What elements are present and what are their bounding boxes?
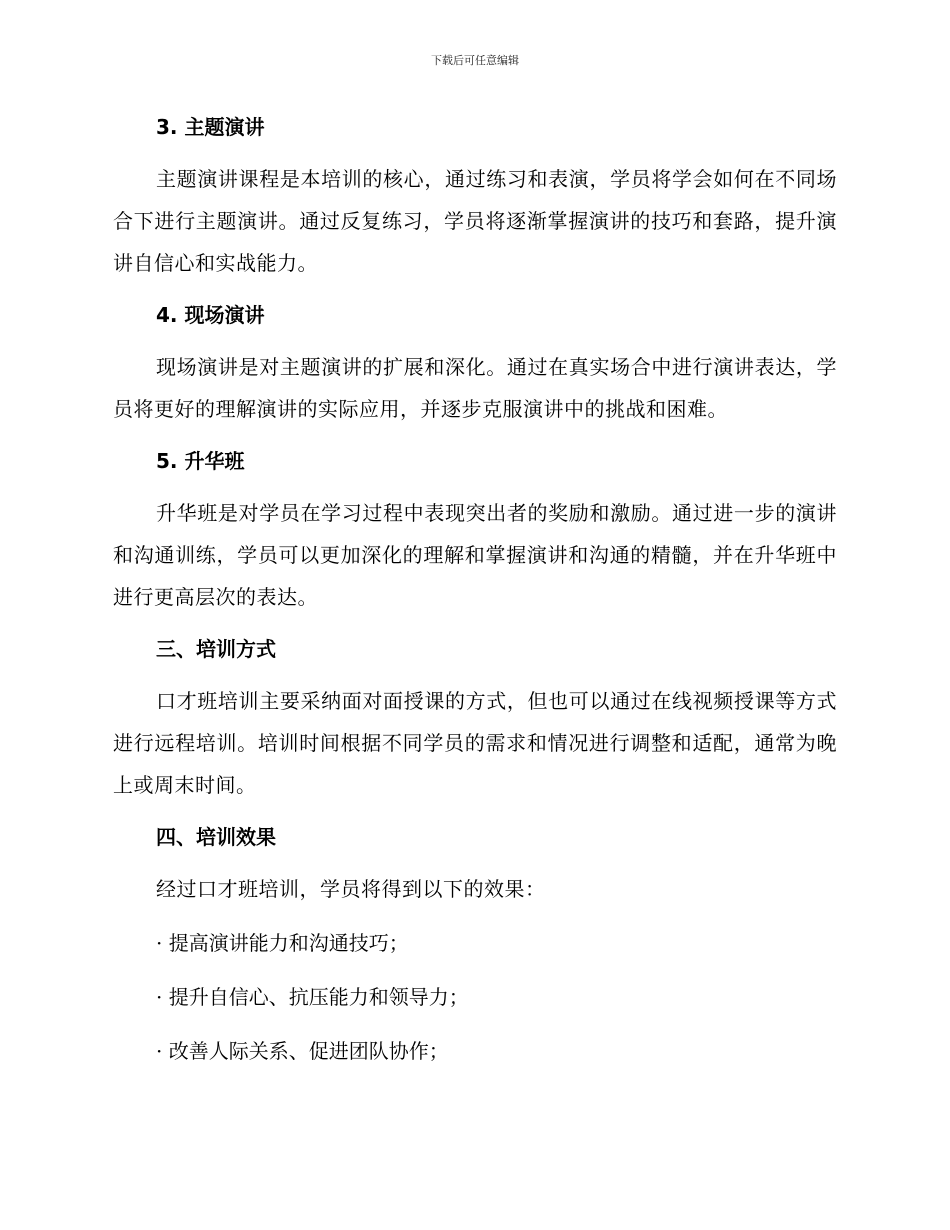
list-item: · 改善人际关系、促进团队协作； [156, 1039, 449, 1063]
section-body-live-speech: 现场演讲是对主题演讲的扩展和深化。通过在真实场合中进行演讲表达，学员将更好的理解演讲的实际应用，并逐步克服演讲中的挑战和困难。 [113, 355, 837, 421]
section-heading-training-effect: 四、培训效果 [156, 825, 276, 849]
list-item: · 提升自信心、抗压能力和领导力； [156, 985, 469, 1009]
section-heading-live-speech: 4. 现场演讲 [156, 303, 265, 327]
section-heading-training-method: 三、培训方式 [156, 637, 276, 661]
list-item: · 提高演讲能力和沟通技巧； [156, 931, 409, 955]
section-body-advanced-class: 升华班是对学员在学习过程中表现突出者的奖励和激励。通过进一步的演讲和沟通训练，学员可以更加深化的理解和掌握演讲和沟通的精髓，并在升华班中进行更高层次的表达。 [113, 501, 837, 609]
section-body-training-method: 口才班培训主要采纳面对面授课的方式，但也可以通过在线视频授课等方式进行远程培训。培训时间根据不同学员的需求和情况进行调整和适配，通常为晚上或周末时间。 [113, 689, 837, 797]
section-heading-keynote: 3. 主题演讲 [156, 115, 265, 139]
section-intro-training-effect: 经过口才班培训，学员将得到以下的效果： [156, 877, 546, 901]
document-body [113, 110, 837, 1072]
section-heading-advanced-class: 5. 升华班 [156, 449, 245, 473]
section-body-keynote: 主题演讲课程是本培训的核心，通过练习和表演，学员将学会如何在不同场合下进行主题演讲。通过反复练习，学员将逐渐掌握演讲的技巧和套路，提升演讲自信心和实战能力。 [113, 167, 837, 275]
page-header: 下载后可任意编辑 [431, 54, 519, 67]
